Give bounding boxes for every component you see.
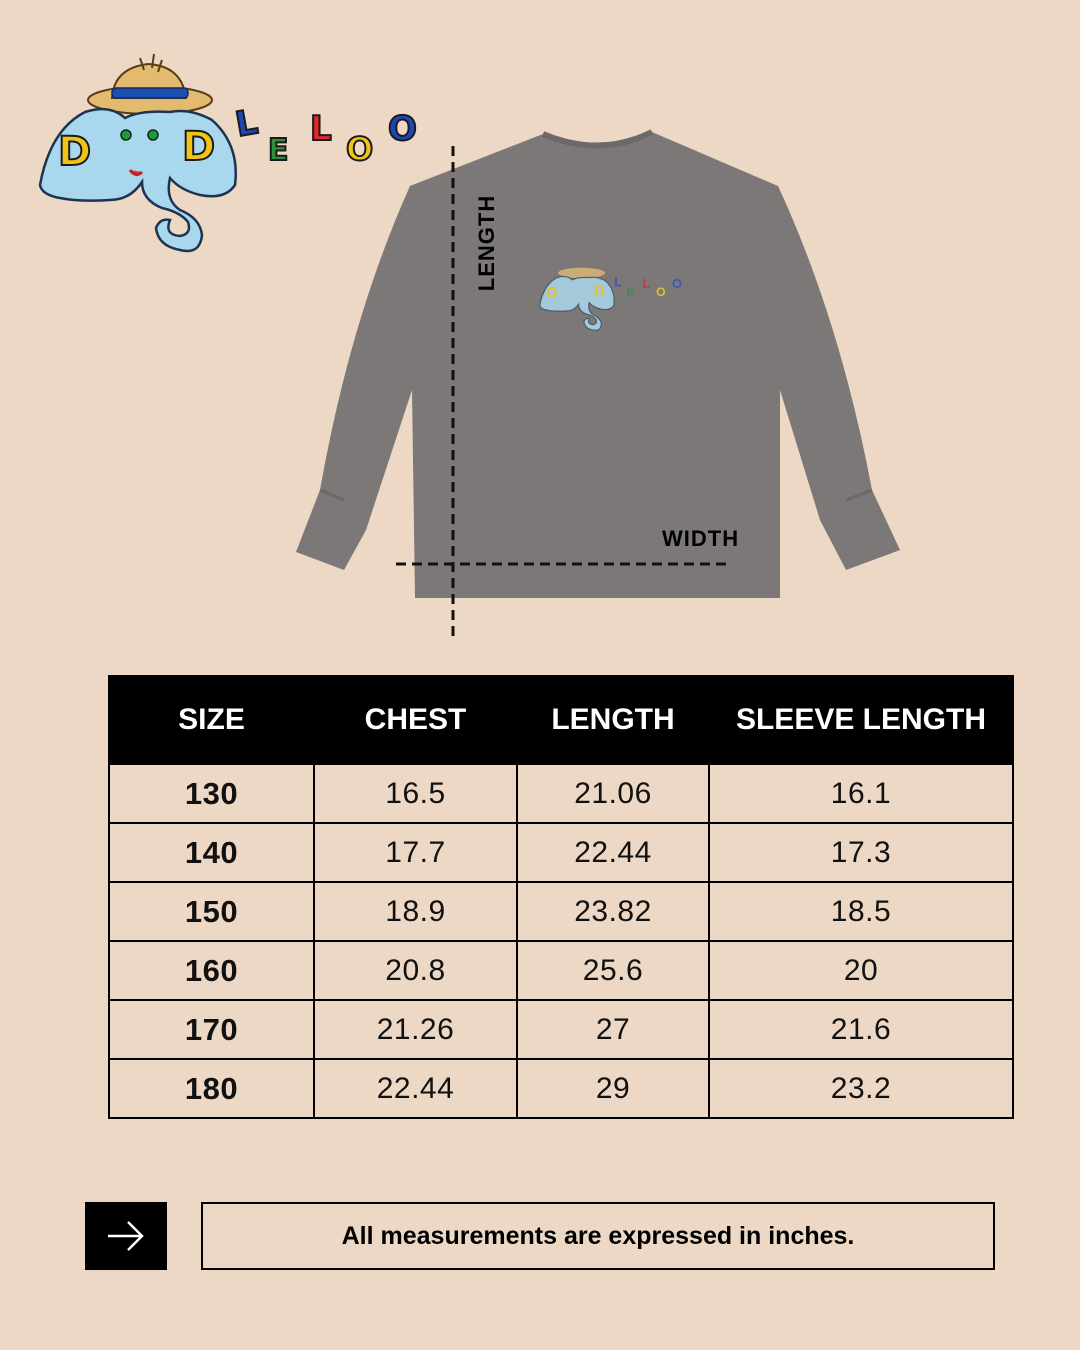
sleeve-length-cell: 16.1 xyxy=(709,764,1013,823)
table-header-row xyxy=(109,676,1013,764)
header-chest: CHEST xyxy=(314,676,517,764)
svg-text:L: L xyxy=(310,109,332,149)
straw-hat-icon xyxy=(88,54,212,114)
sleeve-length-cell: 20 xyxy=(709,941,1013,1000)
svg-text:E: E xyxy=(626,286,635,299)
chest-cell: 22.44 xyxy=(314,1059,517,1118)
next-arrow-button[interactable] xyxy=(85,1202,167,1270)
chest-cell: 17.7 xyxy=(314,823,517,882)
length-cell: 29 xyxy=(517,1059,709,1118)
measurement-note xyxy=(201,1202,995,1270)
svg-text:O: O xyxy=(346,130,374,168)
chest-cell: 18.9 xyxy=(314,882,517,941)
chest-cell: 16.5 xyxy=(314,764,517,823)
svg-text:D: D xyxy=(58,129,92,175)
sleeve-length-cell: 18.5 xyxy=(709,882,1013,941)
size-cell: 160 xyxy=(109,941,314,1000)
length-cell: 21.06 xyxy=(517,764,709,823)
length-cell: 25.6 xyxy=(517,941,709,1000)
size-cell: 130 xyxy=(109,764,314,823)
length-label: LENGTH xyxy=(474,194,499,292)
sleeve-length-cell: 21.6 xyxy=(709,1000,1013,1059)
header-size: SIZE xyxy=(109,676,314,764)
header-length: LENGTH xyxy=(517,676,709,764)
size-cell: 150 xyxy=(109,882,314,941)
chest-cell: 20.8 xyxy=(314,941,517,1000)
sleeve-length-cell: 17.3 xyxy=(709,823,1013,882)
shirt-body xyxy=(296,132,900,598)
table-row xyxy=(109,941,1013,1000)
header-sleeve-length: SLEEVE LENGTH xyxy=(709,676,1013,764)
svg-text:L: L xyxy=(642,276,651,292)
width-label: WIDTH xyxy=(662,526,740,551)
svg-text:L: L xyxy=(232,102,261,146)
size-chart-table xyxy=(108,675,1014,1119)
shirt-diagram xyxy=(280,120,920,650)
chest-cell: 21.26 xyxy=(314,1000,517,1059)
size-cell: 180 xyxy=(109,1059,314,1118)
table-row xyxy=(109,1000,1013,1059)
svg-text:O: O xyxy=(388,109,417,149)
table-row xyxy=(109,882,1013,941)
length-cell: 23.82 xyxy=(517,882,709,941)
size-cell: 170 xyxy=(109,1000,314,1059)
svg-text:D: D xyxy=(593,282,605,300)
table-row xyxy=(109,1059,1013,1118)
svg-text:O: O xyxy=(672,276,683,292)
table-row xyxy=(109,823,1013,882)
length-cell: 22.44 xyxy=(517,823,709,882)
svg-text:L: L xyxy=(614,274,623,290)
table-row xyxy=(109,764,1013,823)
sleeve-length-cell: 23.2 xyxy=(709,1059,1013,1118)
size-cell: 140 xyxy=(109,823,314,882)
svg-text:E: E xyxy=(268,133,289,168)
length-cell: 27 xyxy=(517,1000,709,1059)
svg-text:D: D xyxy=(546,284,558,302)
measurement-note-text: All measurements are expressed in inches. xyxy=(341,1221,855,1250)
arrow-right-icon xyxy=(104,1218,148,1254)
svg-text:D: D xyxy=(182,124,216,170)
svg-text:O: O xyxy=(656,284,666,299)
